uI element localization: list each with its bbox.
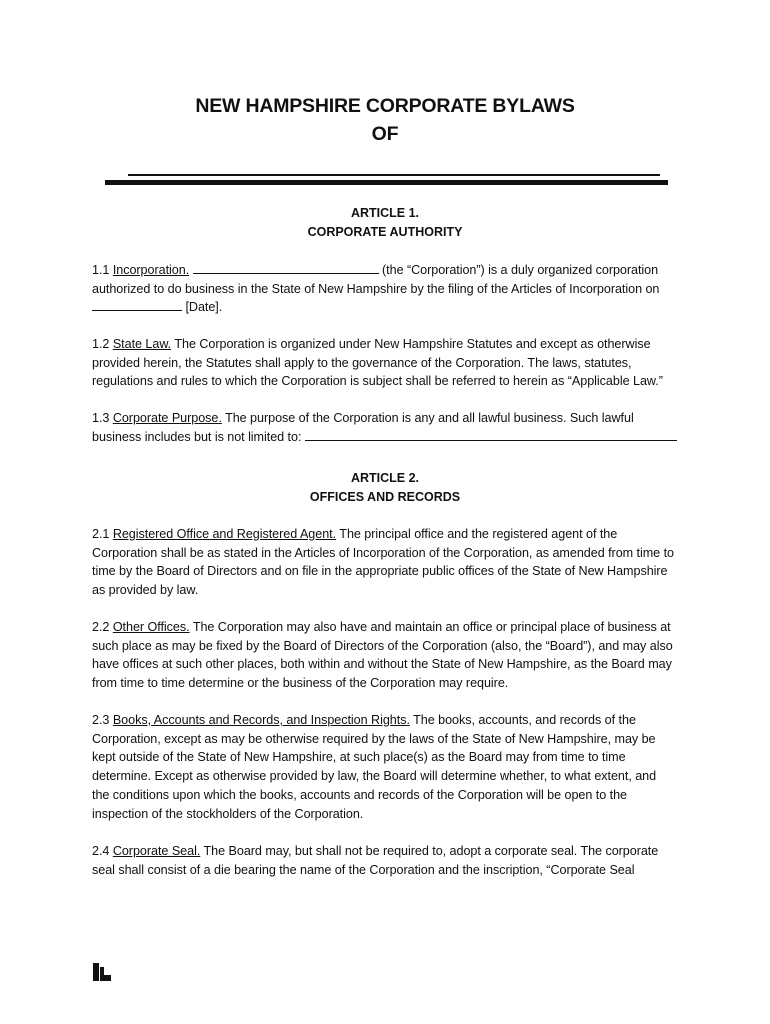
section-2-2: 2.2 Other Offices. The Corporation may also have and maintain an office or principal place of business at such place as may be fixed by the Board of Directors of the Corporation (also, the “Board”), and may also have offices at such other places, both within and without the State of New Hampshire, as the Board may from time to time determine or the business of the Corporation may require. <box>92 620 673 691</box>
lawdistrict-logo-icon <box>92 962 112 982</box>
article-1-name: CORPORATE AUTHORITY <box>307 225 463 239</box>
business-purpose-blank[interactable] <box>305 429 677 441</box>
section-heading: Incorporation. <box>112 263 190 277</box>
article-2-number: ARTICLE 2. <box>350 471 420 485</box>
title-rule-thick <box>105 180 668 185</box>
section-2-3: 2.3 Books, Accounts and Records, and Inspection Rights. The books, accounts, and records of the Corporation, except as may be otherwise required by the laws of the State of New Hampshire, may be kept outside of the State of New Hampshire, at such place(s) as the Board may from time to time determine. Except as otherwise provided by law, the Board will determine whether, to what extent, and the conditions upon which the books, accounts and records of the Corporation will be open to the inspection of the stockholders of the Corporation. <box>92 713 657 821</box>
title-rule-thin <box>128 174 660 176</box>
article-2-name: OFFICES AND RECORDS <box>309 490 461 504</box>
section-heading: Corporate Seal. <box>112 844 201 858</box>
document-title-of: OF <box>371 123 399 145</box>
section-2-1: 2.1 Registered Office and Registered Agent. The principal office and the registered agent of the Corporation shall be as stated in the Articles of Incorporation of the Corporation, as amended from time to time by the Board of Directors and on file in the appropriate public offices of the State of New Hampshire as provided by law. <box>92 527 674 598</box>
date-blank[interactable] <box>92 299 182 311</box>
section-2-4: 2.4 Corporate Seal. The Board may, but shall not be required to, adopt a corporate seal. The corporate seal shall consist of a die bearing the name of the Corporation and the inscription, “Corporate Seal <box>92 844 659 877</box>
section-1-2: 1.2 State Law. The Corporation is organized under New Hampshire Statutes and except as otherwise provided herein, the Statutes shall apply to the governance of the Corporation. The laws, statutes, regulations and rules to which the Corporation is subject shall be referred to herein as “Applicable Law.” <box>92 337 663 389</box>
section-heading: Other Offices. <box>112 620 190 634</box>
section-1-3: 1.3 Corporate Purpose. The purpose of the Corporation is any and all lawful business. Such lawful business includes but is not limited to: <box>92 409 692 446</box>
document-title: NEW HAMPSHIRE CORPORATE BYLAWS <box>195 95 575 117</box>
section-heading: Corporate Purpose. <box>112 411 222 425</box>
section-heading: Registered Office and Registered Agent. <box>112 527 337 541</box>
section-heading: State Law. <box>112 337 172 351</box>
section-heading: Books, Accounts and Records, and Inspection Rights. <box>112 713 410 727</box>
section-1-1: 1.1 Incorporation. (the “Corporation”) is a duly organized corporation authorized to do business in the State of New Hampshire by the filing of the Articles of Incorporation on [Date]. <box>92 263 660 315</box>
corporation-name-blank[interactable] <box>193 262 379 274</box>
article-1-number: ARTICLE 1. <box>350 206 420 220</box>
